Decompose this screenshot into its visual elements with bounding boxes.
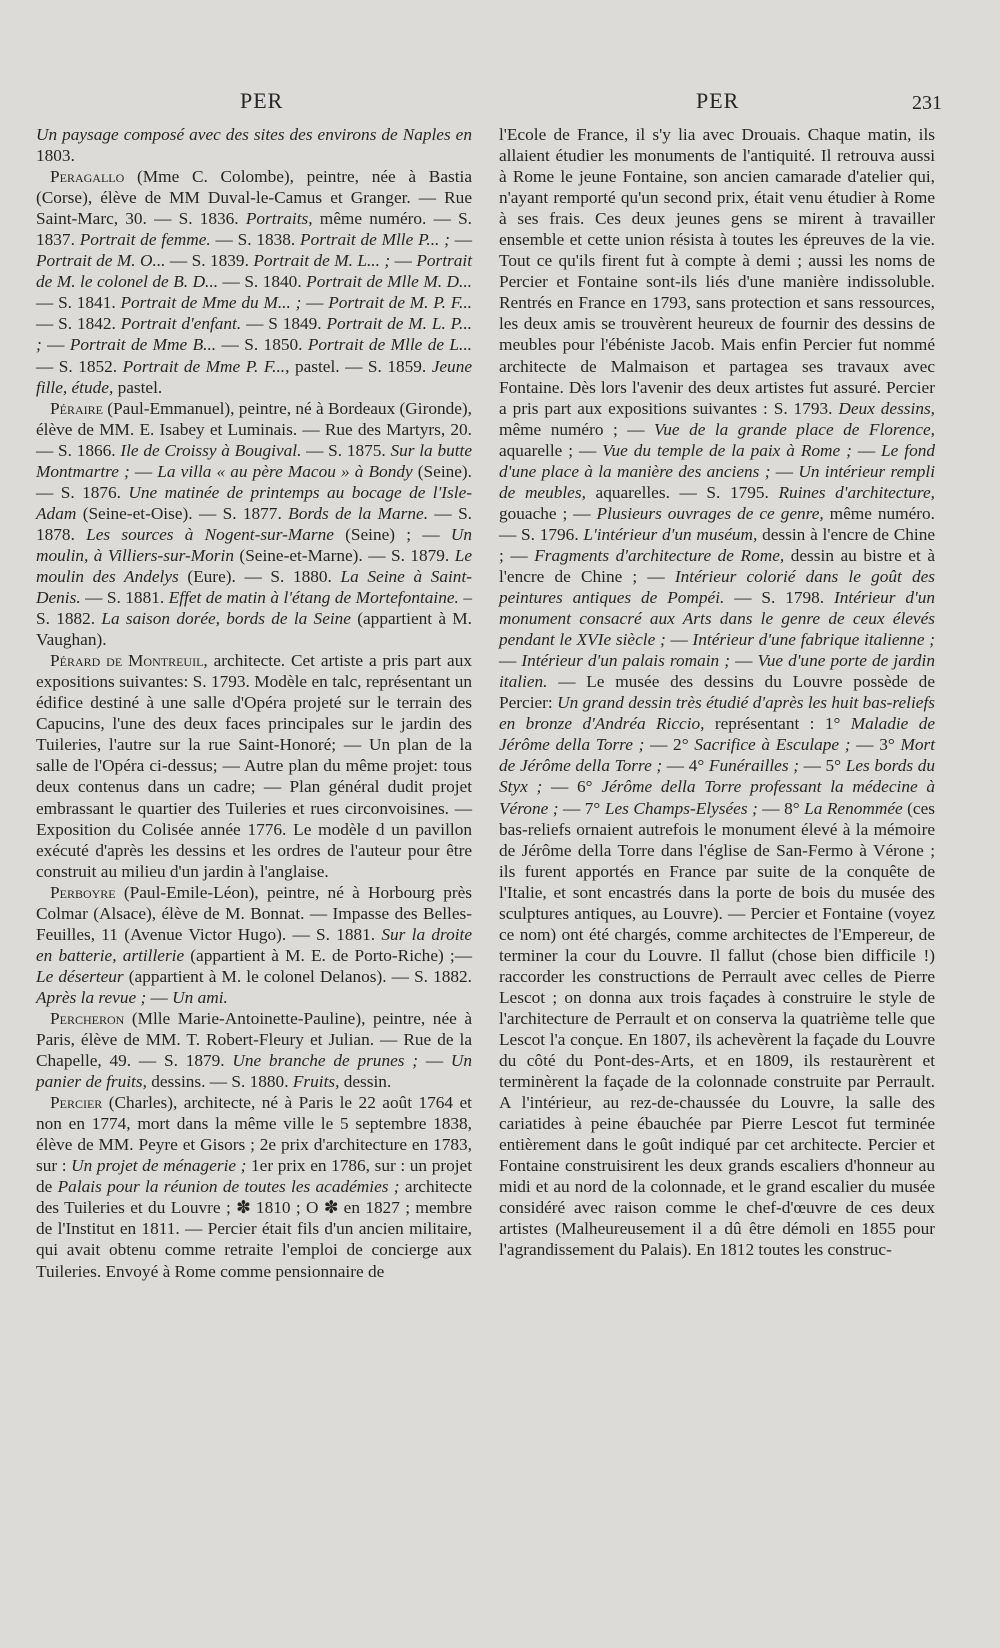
work-title: Un paysage composé avec des sites des environs de Naples en (36, 125, 472, 144)
continued-paragraph (36, 124, 472, 166)
text-run: (Mlle Marie-Antoinette-Pauline), peintre, née à Paris, élève de MM. T. Robert-Fleury et Julian. — Rue de la Chapelle, 49. — S. 1879. (36, 1008, 472, 1071)
text-run: — S. 1798. (724, 588, 835, 608)
text-run: l'Ecole de France, il s'y lia avec Drouais. Chaque matin, ils allaient étudier les monuments de l'antiquité. Il retrouva aussi à Rome le jeune Fontaine, son ancien camarade d'atelier qui, n'ayant remporté qu'un second prix, était venu étudier à Rome à ses frais. Ces deux jeunes gens se mirent à travailler ensemble et cette union résista à toutes les épreuves de la vie. Tout ce qu'ils firent fut à compte à demi ; aussi les noms de Percier et Fontaine sont-ils liés d'une manière indissoluble. Rentrés en France en 1793, sans protection et sans ressources, les deux amis se trouvèrent heureux de fournir des dessins de meubles pour l'ébéniste Jacob. Mais enfin Percier fut nommé architecte de Malmaison et partagea ses travaux avec Fontaine. Dès lors l'avenir des deux artistes fut assuré. Percier a pris part aux expositions suivantes : S. 1793. (499, 125, 935, 418)
work-title: Deux dessins, (838, 398, 936, 418)
text-run: — (851, 440, 882, 460)
text-run: même numéro. — S. 1837. (36, 209, 473, 250)
text-run: (Charles), architecte, né à Paris le 22 août 1764 et non en 1774, mort dans la même ville le 5 septembre 1838, élève de MM. Peyre et Gisors ; 2e prix d'architecture en 1783, sur : (36, 1093, 472, 1176)
work-title: La villa « au père Macou » à Bondy (157, 461, 413, 481)
work-title: Jeune fille, étude, (36, 356, 473, 397)
work-title: Vue d'une porte de jardin italien. (499, 651, 935, 692)
work-title: Portrait de Mlle P... ; (300, 230, 450, 250)
work-title: Le moulin des Andelys (36, 545, 472, 586)
text-run: (Mme C. Colombe), peintre, née à Bastia (Corse), élève de MM Duval-le-Camus et Granger. — Rue Saint-Marc, 30. — S. 1836. (36, 167, 472, 229)
text-run: — S. 1875. (301, 440, 391, 460)
text-run: — (770, 461, 799, 481)
work-title: Fragments d'architecture de Rome, (534, 545, 785, 565)
text-run: pastel. (113, 377, 163, 397)
work-title: Palais pour la réunion de toutes les académies ; (57, 1177, 400, 1197)
text-run: même numéro ; — (499, 419, 655, 439)
work-title: Ruines d'architecture, (778, 482, 935, 502)
work-title: Le fond d'une place à la manière des anciens ; (499, 440, 935, 481)
work-title: Intérieur d'un palais romain ; (521, 651, 730, 671)
text-run: — (390, 251, 417, 271)
text-run: — Le musée des dessins du Louvre possède de Percier: (499, 672, 935, 713)
work-title: La saison dorée, bords de la Seine (101, 609, 351, 629)
text-run: — (449, 230, 472, 250)
page-number: 231 (912, 92, 942, 114)
work-title: Un panier de fruits, (36, 1051, 473, 1092)
text-run: — S. 1878. (36, 503, 472, 544)
dictionary-entry (36, 1008, 472, 1092)
work-title: Intérieur colorié dans le goût des peintures antiques de Pompéi. (499, 566, 935, 608)
work-title: Après la revue ; (36, 987, 147, 1007)
text-run: — 6° (542, 777, 602, 797)
text-run: (appartient à M. E. de Porto-Riche) ;— (184, 945, 472, 965)
entry-name: Peragallo (50, 167, 125, 187)
text-run: dessin à l'encre de Chine ; — (499, 524, 936, 565)
entry-name: Pérard de Montreuil (50, 651, 204, 671)
text-run: — S. 1842. (36, 314, 121, 334)
text-run: – S. 1882. (36, 588, 472, 629)
work-title: Portrait de M. le colonel de B. D... (36, 251, 473, 292)
work-title: Portrait de M. O... (36, 251, 166, 271)
dictionary-entry (36, 1092, 472, 1281)
text-run: — (418, 1051, 451, 1071)
entry-name: Péraire (50, 398, 103, 418)
text-run: (Seine). — S. 1876. (36, 461, 473, 502)
work-title: Sur la butte Montmartre ; (36, 440, 472, 481)
work-title: Un grand dessin très étudié d'après les huit bas-reliefs en bronze d'Andréa Riccio, (499, 693, 935, 734)
work-title: Les sources à Nogent-sur-Marne (86, 524, 334, 544)
work-title: Portrait de M. L. P... ; (36, 314, 472, 355)
work-title: Portrait de Mme P. F..., (122, 356, 290, 376)
work-title: Sur la droite en batterie, artillerie (36, 924, 473, 965)
text-run: (appartient à M. Vaughan). (36, 609, 472, 650)
entry-name: Percier (50, 1093, 103, 1113)
work-title: Portrait de M. P. F... (328, 293, 473, 313)
continued-paragraph (499, 124, 935, 1261)
entry-name: Percheron (50, 1008, 125, 1028)
work-title: Les bords du Styx ; (499, 756, 936, 797)
work-title: Portrait de femme. (79, 230, 211, 250)
right-column (499, 124, 935, 1261)
left-column (36, 124, 472, 1282)
text-run: — S. 1881. (80, 588, 169, 608)
work-title: Funérailles ; (708, 756, 799, 776)
work-title: Plusieurs ouvrages de ce genre, (596, 503, 824, 523)
text-run: — S. 1838. (210, 230, 301, 250)
work-title: Bords de la Marne. (288, 503, 429, 523)
dictionary-entry (36, 166, 472, 398)
running-header-left: PER (240, 88, 284, 113)
text-run: 1803. (36, 146, 75, 166)
text-run: gouache ; — (499, 503, 597, 523)
text-run: dessin. (339, 1072, 392, 1092)
dictionary-entry (36, 650, 472, 882)
work-title: Les Champs-Elysées ; (604, 798, 758, 818)
work-title: Sacrifice à Esculape ; (694, 735, 851, 755)
text-run: — 2° (644, 735, 695, 755)
work-title: Portrait de Mlle de L... (307, 335, 473, 355)
work-title: La Renommée (804, 798, 903, 818)
text-run: (Seine) ; — (333, 524, 451, 544)
work-title: L'intérieur d'un muséum, (583, 524, 758, 544)
work-title: Un ami. (172, 987, 228, 1007)
work-title: Mort de Jérôme della Torre ; (499, 735, 935, 776)
text-run: — (129, 461, 158, 481)
text-run: — 4° (662, 756, 709, 776)
text-run: (Paul-Emile-Léon), peintre, né à Horbourg près Colmar (Alsace), élève de M. Bonnat. — Impasse des Belles-Feuilles, 11 (Avenue Victor Hugo). — S. 1881. (36, 882, 472, 944)
text-run: (Seine-et-Oise). — S. 1877. (76, 503, 289, 523)
work-title: Jérôme della Torre professant la médecine à Vérone ; (499, 777, 936, 818)
running-header-right: PER (696, 88, 740, 113)
text-run: architecte des Tuileries et du Louvre ; ✽ 1810 ; O ✽ en 1827 ; membre de l'Institut en 1811. — Percier était fils d'un ancien militaire, qui avait obtenu comme retraite l'emploi de concierge aux Tuileries. Envoyé à Rome comme pensionnaire de (36, 1177, 472, 1281)
work-title: Portrait de M. L... ; (253, 251, 391, 271)
text-run: aquarelles. — S. 1795. (585, 482, 779, 502)
text-run: — (146, 987, 173, 1007)
work-title: Intérieur d'une fabrique italienne ; (692, 630, 935, 650)
work-title: Portrait d'enfant. (120, 314, 242, 334)
work-title: Intérieur d'un monument consacré aux Arts dans le genre de ceux élevés pendant le XVIe siècle ; (499, 588, 935, 650)
text-run: (Eure). — S. 1880. (178, 566, 341, 586)
text-run: (appartient à M. le colonel Delanos). — S. 1882. (123, 966, 472, 986)
work-title: Effet de matin à l'étang de Mortefontaine. (168, 588, 459, 608)
work-title: Une matinée de printemps au bocage de l'Isle-Adam (36, 482, 473, 523)
work-title: Portrait de Mme du M... ; (120, 293, 302, 313)
text-run: — (499, 651, 522, 671)
work-title: Un moulin, à Villiers-sur-Morin (36, 524, 472, 565)
work-title: Portraits, (245, 209, 313, 229)
work-title: Fruits, (292, 1072, 340, 1092)
text-run: — (41, 335, 70, 355)
text-run: pastel. — S. 1859. (289, 356, 432, 376)
work-title: La Seine à Saint-Denis. (36, 566, 473, 608)
text-run: — (730, 651, 758, 671)
work-title: Un projet de ménagerie ; (71, 1156, 247, 1176)
work-title: Le déserteur (36, 966, 124, 986)
work-title: Vue du temple de la paix à Rome ; (602, 440, 852, 460)
text-run: dessins. — S. 1880. (146, 1072, 293, 1092)
work-title: Un intérieur rempli de meubles, (499, 461, 936, 502)
text-run: dessin au bistre et à l'encre de Chine ; — (499, 545, 935, 586)
work-title: Une branche de prunes ; (232, 1051, 419, 1071)
text-run: — S. 1850. (216, 335, 308, 355)
work-title: Portrait de Mlle M. D... (306, 272, 473, 292)
text-run: — S. 1841. (36, 293, 121, 313)
text-run: — (665, 630, 693, 650)
text-run: (Seine-et-Marne). — S. 1879. (233, 545, 455, 565)
work-title: Ile de Croissy à Bougival. (120, 440, 302, 460)
entry-name: Perboyre (50, 882, 116, 902)
text-run: (ces bas-reliefs ornaient autrefois le monument élevé à la mémoire de Jérôme della Torre dans l'église de San-Fermo à Vérone ; ils furent apportés en France par suite de la conquête de l'Italie, et sont encastrés dans la porte de bois du musée des sculptures antiques, au Louvre). — Percier et Fontaine (voyez ce nom) ont été chargés, comme architectes de l'Empereur, de terminer la cour du Louvre. Il fallut (chose bien difficile !) raccorder les constructions de Perrault avec celles de Pierre Lescot ; on donna aux trois façades à construire le style de l'architecture de Perrault et on conserva la quatrième telle que Lescot l'a conçue. En 1807, ils achevèrent la façade du Louvre du côté du Pont-des-Arts, et en 1809, ils restaurèrent et terminèrent la façade de la colonnade construite par Perrault. A l'intérieur, au rez-de-chaussée du Louvre, la salle des cariatides à peine ébauchée par Pierre Lescot fut terminée entièrement dans le goût indiqué par cet architecte. Percier et Fontaine construisirent les deux grands escaliers d'honneur au midi et au nord de la colonnade, et le grand escalier du musée considéré avec raison comme le chef-d'œuvre de ces deux artistes (Malheureusement il a dû être démoli en 1855 pour l'agrandissement du Palais). En 1812 toutes les construc- (499, 798, 935, 1260)
text-run: — 7° (558, 798, 605, 818)
text-run: aquarelle ; — (499, 440, 603, 460)
text-run: — S. 1839. (165, 251, 254, 271)
text-run: , architecte. Cet artiste a pris part aux expositions suivantes: S. 1793. Modèle en talc, représentant un édifice destiné à une salle d'Opéra projeté sur le terrain des Capucins, l'une des deux faces principales sur le jardin des Tuileries, l'autre sur la rue Saint-Honoré; — Un plan de la salle de l'Opéra ci-dessus; — Autre plan du même projet: tous deux contenus dans un cadre; — Plan général dudit projet embrassant le quartier des Tuileries et rues circonvoisines. — Exposition du Colisée année 1776. Le modèle d un pavillon exécuté d'après les dessins et les ordres de l'auteur pour être construit au milieu d'un jardin à l'anglaise. (36, 651, 472, 881)
dictionary-entry (36, 882, 472, 1008)
text-run: — S. 1840. (218, 272, 307, 292)
work-title: Portrait de Mme B... (69, 335, 217, 355)
text-run: — 5° (798, 756, 846, 776)
text-run: — S 1849. (241, 314, 327, 334)
text-run: même numéro. — S. 1796. (499, 503, 935, 544)
text-run: (Paul-Emmanuel), peintre, né à Bordeaux (Gironde), élève de MM. E. Isabey et Luminais. — Rue des Martyrs, 20. — S. 1866. (36, 398, 472, 460)
text-run: — S. 1852. (36, 356, 123, 376)
dictionary-entry (36, 398, 472, 651)
work-title: Vue de la grande place de Florence, (654, 419, 935, 439)
text-run: 1er prix en 1786, sur : un projet de (36, 1156, 473, 1197)
text-run: — (301, 293, 329, 313)
text-run: — 8° (757, 798, 805, 818)
text-run: — 3° (850, 735, 901, 755)
work-title: Maladie de Jérôme della Torre ; (499, 714, 935, 755)
text-run: représentant : 1° (704, 714, 851, 734)
